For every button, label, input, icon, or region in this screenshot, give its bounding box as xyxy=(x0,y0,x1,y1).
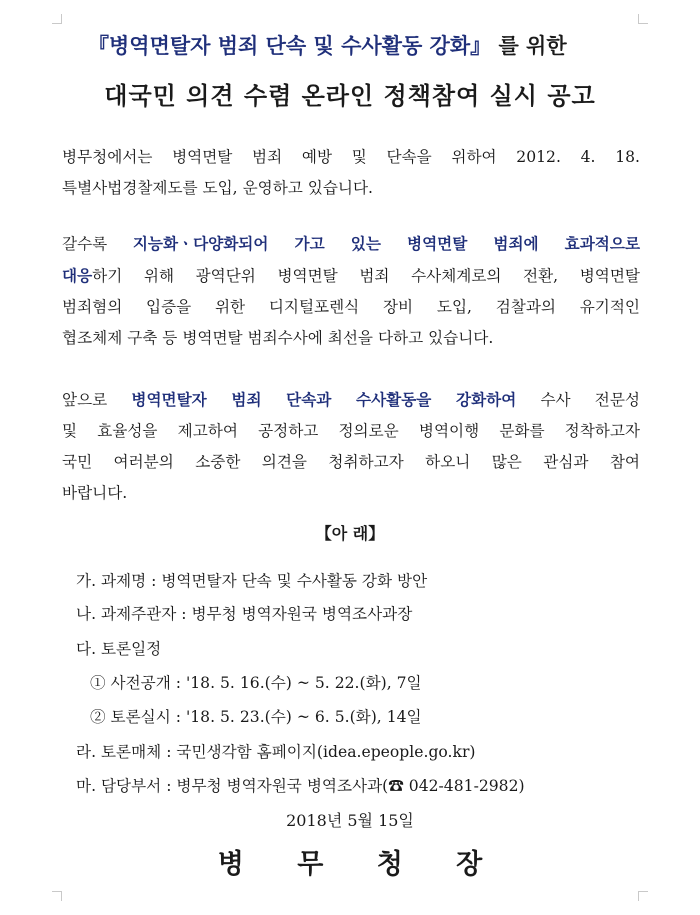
title-line-2: 대국민 의견 수렴 온라인 정책참여 실시 공고 xyxy=(104,81,596,110)
paragraph-3-line-2: 및 효율성을 제고하여 공정하고 정의로운 병역이행 문화를 정착하고자 xyxy=(62,422,640,440)
paragraph-1-line-2: 특별사법경찰제도를 도입, 운영하고 있습니다. xyxy=(62,179,373,197)
paragraph-2-highlight: 지능화ㆍ다양화되어 가고 있는 병역면탈 범죄에 효과적으로 xyxy=(132,234,641,253)
list-item-ma: 마. 담당부서 : 병무청 병역자원국 병역조사과(☎ 042-481-2982) xyxy=(76,777,525,795)
list-subitem-discussion: ② 토론실시 : '18. 5. 23.(수) ~ 6. 5.(화), 14일 xyxy=(90,708,422,726)
paragraph-2-line-2 xyxy=(62,260,640,292)
paragraph-2-text: 갈수록 xyxy=(62,235,133,253)
paragraph-2-line-1 xyxy=(62,228,640,260)
list-subitem-preview: ① 사전공개 : '18. 5. 16.(수) ~ 5. 22.(화), 7일 xyxy=(90,674,422,692)
paragraph-3 xyxy=(62,384,640,509)
title-suffix: 를 위한 xyxy=(498,33,567,58)
paragraph-2-line-4: 협조체제 구축 등 병역면탈 범죄수사에 최선을 다하고 있습니다. xyxy=(62,329,494,347)
paragraph-3-text: 앞으로 xyxy=(62,391,132,409)
paragraph-1 xyxy=(62,142,640,204)
page-corner-mark xyxy=(638,891,648,901)
page-corner-mark xyxy=(52,14,62,24)
title-topic: 『병역면탈자 범죄 단속 및 수사활동 강화』 xyxy=(88,33,492,58)
paragraph-2-text: 하기 위해 광역단위 병역면탈 범죄 수사체계로의 전환, 병역면탈 xyxy=(92,267,640,285)
page-corner-mark xyxy=(52,891,62,901)
paragraph-3-line-1 xyxy=(62,384,640,416)
paragraph-3-line-3: 국민 여러분의 소중한 의견을 청취하고자 하오니 많은 관심과 참여 xyxy=(62,453,640,471)
list-item-ga: 가. 과제명 : 병역면탈자 단속 및 수사활동 강화 방안 xyxy=(76,572,428,590)
paragraph-3-text: 수사 전문성 xyxy=(516,391,640,409)
title-line-1 xyxy=(88,30,567,60)
paragraph-3-line-4: 바랍니다. xyxy=(62,484,128,502)
list-item-ra: 라. 토론매체 : 국민생각함 홈페이지(idea.epeople.go.kr) xyxy=(76,743,476,761)
page-corner-mark xyxy=(638,14,648,24)
paragraph-1-line-1: 병무청에서는 병역면탈 범죄 예방 및 단속을 위하여 2012. 4. 18. xyxy=(62,148,640,166)
list-item-da: 다. 토론일정 xyxy=(76,640,162,658)
issuer-name: 병 무 청 장 xyxy=(217,849,505,880)
document-date: 2018년 5월 15일 xyxy=(286,811,414,830)
paragraph-2-highlight-end: 대응 xyxy=(62,266,93,285)
notice-heading: 【아 래】 xyxy=(315,524,385,543)
paragraph-2-line-3: 범죄혐의 입증을 위한 디지털포렌식 장비 도입, 검찰과의 유기적인 xyxy=(62,298,640,316)
paragraph-3-highlight: 병역면탈자 범죄 단속과 수사활동을 강화하여 xyxy=(131,390,517,409)
paragraph-2 xyxy=(62,228,640,354)
list-item-na: 나. 과제주관자 : 병무청 병역자원국 병역조사과장 xyxy=(76,605,413,623)
